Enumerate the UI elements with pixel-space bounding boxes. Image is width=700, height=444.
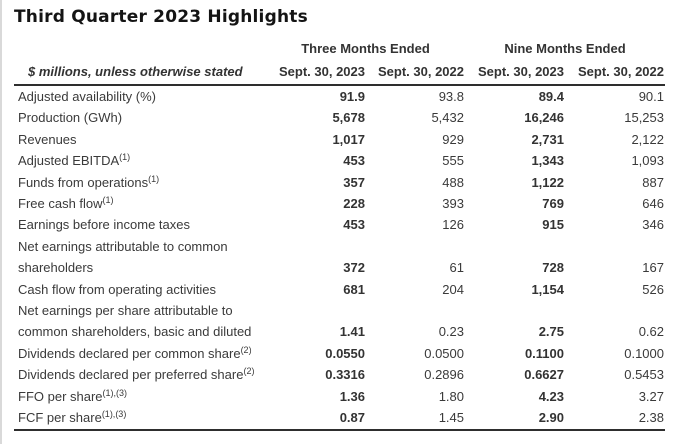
value-cell: 89.4 <box>538 89 564 104</box>
table-row <box>14 300 665 343</box>
value-cell: 929 <box>442 131 464 147</box>
value-cell: 2,731 <box>531 131 564 147</box>
column-header-q3-2023: Sept. 30, 2023 <box>266 60 366 85</box>
value-cell: 61 <box>449 260 464 276</box>
value-cell: 93.8 <box>438 89 464 104</box>
row-label: Revenues <box>18 131 77 147</box>
value-cell: 887 <box>642 174 664 190</box>
row-label: Dividends declared per preferred share$^{(2)}$ <box>18 366 255 383</box>
value-cell: 16,246 <box>524 110 564 126</box>
row-label: FFO per share$^{(1),(3)}$ <box>18 387 128 404</box>
value-cell: 0.1000 <box>624 345 664 361</box>
row-label: Free cash flow$^{(1)}$ <box>18 195 114 212</box>
value-cell: 0.2896 <box>424 367 464 383</box>
table-row <box>14 279 665 300</box>
row-label: FCF per share$^{(1),(3)}$ <box>14 407 266 429</box>
value-cell: 1,122 <box>531 174 564 190</box>
table-caption: $ millions, unless otherwise stated <box>14 60 266 85</box>
table-row <box>14 364 665 385</box>
table-row <box>14 214 665 235</box>
value-cell: 346 <box>642 217 664 233</box>
column-header-9m-2023: Sept. 30, 2023 <box>465 60 565 85</box>
footnote-marker: (1) <box>119 152 131 163</box>
value-cell: 5,432 <box>431 110 464 126</box>
value-cell: 1,093 <box>631 153 664 169</box>
value-cell: 681 <box>343 281 365 297</box>
column-header-9m-2022: Sept. 30, 2022 <box>565 60 665 85</box>
table-row <box>14 407 665 429</box>
value-cell: 0.0550 <box>325 345 365 361</box>
value-cell: 4.23 <box>538 388 564 404</box>
value-cell: 915 <box>542 217 564 233</box>
value-cell: 0.1100 <box>524 345 564 361</box>
value-cell: 1.41 <box>339 324 365 340</box>
value-cell: 357 <box>343 174 365 190</box>
row-label: Funds from operations$^{(1)}$ <box>18 173 160 190</box>
value-cell: 453 <box>343 217 365 233</box>
value-cell: 1,017 <box>332 131 365 147</box>
value-cell: 728 <box>542 260 564 276</box>
table-row <box>14 85 665 107</box>
column-header-row <box>14 60 665 85</box>
value-cell: 555 <box>442 153 464 169</box>
value-cell: 0.0500 <box>424 345 464 361</box>
table-row <box>14 107 665 128</box>
value-cell: 126 <box>442 217 464 233</box>
footnote-marker: (1),(3) <box>101 409 127 420</box>
value-cell: 1.45 <box>366 407 465 429</box>
table-body <box>14 85 665 430</box>
table-row <box>14 129 665 150</box>
footnote-marker: (1) <box>148 173 160 184</box>
value-cell: 526 <box>642 281 664 297</box>
value-cell: 5,678 <box>332 110 365 126</box>
value-cell: 2.38 <box>565 407 665 429</box>
value-cell: 3.27 <box>638 388 664 404</box>
value-cell: 372 <box>343 260 365 276</box>
table-row <box>14 150 665 171</box>
table-row <box>14 236 665 279</box>
value-cell: 0.5453 <box>624 367 664 383</box>
value-cell: 204 <box>442 281 464 297</box>
footnote-marker: (2) <box>243 366 255 377</box>
value-cell: 488 <box>442 174 464 190</box>
footnote-marker: (1) <box>102 195 114 206</box>
value-cell: 1.80 <box>438 388 464 404</box>
value-cell: 15,253 <box>624 110 664 126</box>
row-label: Dividends declared per common share$^{(2)}$ <box>18 344 252 361</box>
value-cell: 0.23 <box>438 324 464 340</box>
value-cell: 453 <box>343 153 365 169</box>
table-row <box>14 386 665 407</box>
page-title: Third Quarter 2023 Highlights <box>14 7 308 27</box>
value-cell: 2,122 <box>631 131 664 147</box>
column-header-q3-2022: Sept. 30, 2022 <box>366 60 465 85</box>
row-label: Cash flow from operating activities <box>18 281 216 297</box>
table-row <box>14 343 665 364</box>
group-header-nine-months: Nine Months Ended <box>504 41 626 56</box>
footnote-marker: (2) <box>240 344 252 355</box>
table-header <box>14 39 665 85</box>
value-cell: 393 <box>442 196 464 212</box>
value-cell: 0.62 <box>638 324 664 340</box>
group-header-row <box>14 39 665 60</box>
value-cell: 1,343 <box>531 153 564 169</box>
row-label: Net earnings attributable to common shareholders <box>18 238 228 276</box>
value-cell: 167 <box>642 260 664 276</box>
value-cell: 1.36 <box>339 388 365 404</box>
value-cell: 0.87 <box>266 407 366 429</box>
row-label: Earnings before income taxes <box>18 217 190 233</box>
value-cell: 90.1 <box>638 89 664 104</box>
value-cell: 0.6627 <box>524 367 564 383</box>
value-cell: 91.9 <box>339 89 365 104</box>
highlights-table <box>14 39 665 431</box>
value-cell: 2.75 <box>538 324 564 340</box>
footnote-marker: (1),(3) <box>102 387 128 398</box>
value-cell: 228 <box>343 196 365 212</box>
table-row <box>14 193 665 214</box>
row-label: Net earnings per share attributable to common shareholders, basic and diluted <box>18 303 252 340</box>
value-cell: 646 <box>642 196 664 212</box>
row-label: Adjusted availability (%) <box>18 89 157 104</box>
group-header-spacer <box>14 39 266 60</box>
group-header-three-months: Three Months Ended <box>301 41 430 56</box>
value-cell: 769 <box>542 196 564 212</box>
value-cell: 0.3316 <box>325 367 365 383</box>
row-label: Production (GWh) <box>18 110 123 126</box>
value-cell: 2.90 <box>465 407 565 429</box>
table-row <box>14 172 665 193</box>
row-label: Adjusted EBITDA$^{(1)}$ <box>18 152 131 169</box>
value-cell: 1,154 <box>531 281 564 297</box>
